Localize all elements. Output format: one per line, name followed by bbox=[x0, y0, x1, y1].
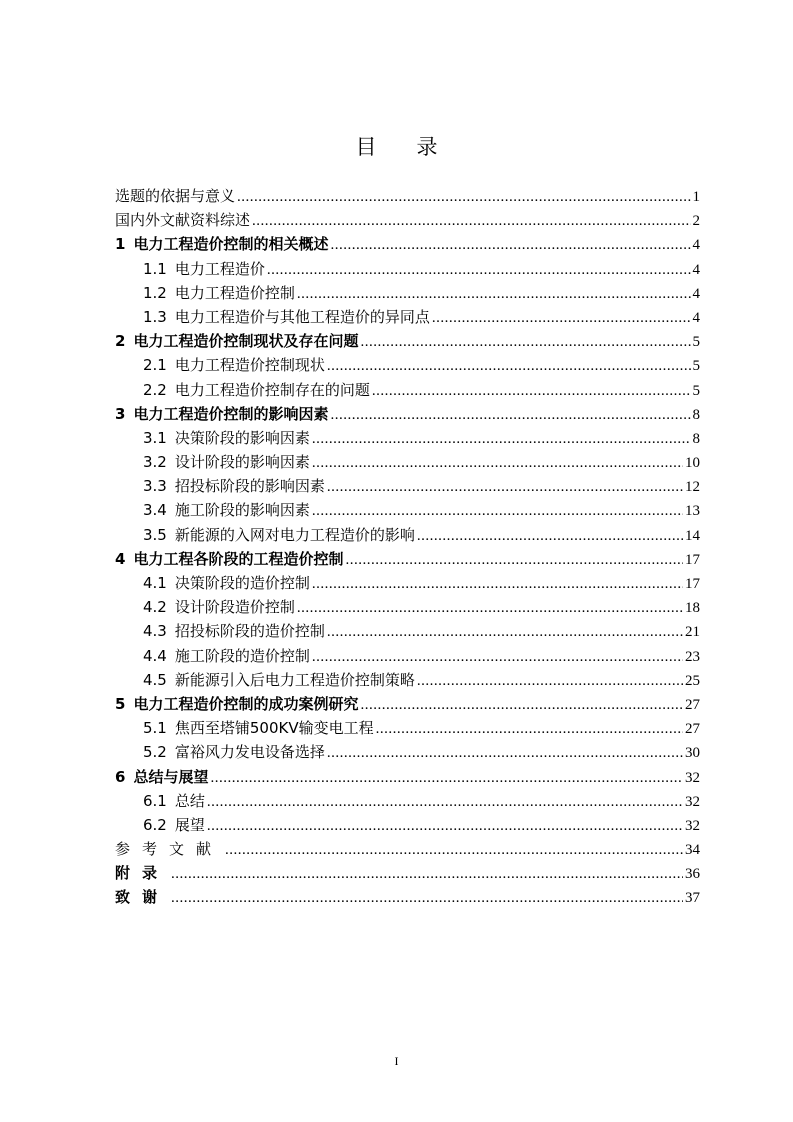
toc-dot-leader bbox=[417, 669, 683, 693]
toc-entry-text: 展望 bbox=[174, 815, 205, 834]
toc-entry-text: 电力工程造价与其他工程造价的异同点 bbox=[174, 307, 430, 326]
toc-entry[interactable] bbox=[115, 644, 700, 668]
toc-dot-leader bbox=[417, 524, 683, 548]
toc-dot-leader bbox=[327, 354, 691, 378]
toc-entry-number: 4 bbox=[115, 549, 126, 568]
toc-entry-text: 电力工程造价控制现状 bbox=[174, 356, 325, 375]
toc-entry[interactable] bbox=[115, 861, 700, 885]
toc-entry-label bbox=[143, 474, 325, 498]
toc-dot-leader bbox=[330, 403, 690, 427]
toc-entry-label bbox=[115, 692, 358, 716]
toc-entry-page: 4 bbox=[692, 285, 700, 302]
toc-entry-label bbox=[143, 595, 295, 619]
toc-entry-page: 2 bbox=[692, 213, 700, 230]
toc-entry-page: 8 bbox=[692, 406, 700, 423]
toc-entry-page: 21 bbox=[685, 624, 700, 641]
toc-dot-leader bbox=[207, 790, 683, 814]
toc-entry-text: 招投标阶段的影响因素 bbox=[174, 477, 325, 496]
page-number: I bbox=[394, 1054, 399, 1068]
toc-entry-number: 2 bbox=[115, 332, 126, 351]
toc-entry-text: 电力工程造价控制存在的问题 bbox=[174, 380, 370, 399]
toc-entry-page: 27 bbox=[685, 721, 700, 738]
toc-entry-page: 34 bbox=[685, 842, 700, 859]
toc-entry-text: 焦西至塔铺500KV输变电工程 bbox=[174, 719, 374, 738]
toc-entry-number: 3.3 bbox=[143, 477, 167, 496]
toc-entry[interactable] bbox=[115, 353, 700, 377]
toc-entry-text: 富裕风力发电设备选择 bbox=[174, 743, 325, 762]
toc-entry-label bbox=[143, 523, 415, 547]
toc-entry-text: 设计阶段的影响因素 bbox=[174, 453, 310, 472]
toc-entry-number: 1.3 bbox=[143, 307, 167, 326]
toc-entry[interactable] bbox=[115, 474, 700, 498]
toc-entry-label bbox=[143, 789, 205, 813]
toc-entry[interactable] bbox=[115, 813, 700, 837]
toc-dot-leader bbox=[207, 814, 683, 838]
toc-entry-text: 电力工程造价控制的成功案例研究 bbox=[133, 694, 359, 713]
toc-entry-label bbox=[143, 668, 415, 692]
toc-entry-text: 设计阶段造价控制 bbox=[174, 598, 295, 617]
toc-entry[interactable] bbox=[115, 208, 700, 232]
toc-entry-page: 4 bbox=[692, 309, 700, 326]
toc-entry[interactable] bbox=[115, 305, 700, 329]
toc-dot-leader bbox=[376, 717, 683, 741]
toc-entry-number: 1.2 bbox=[143, 283, 167, 302]
toc-entry-text: 新能源引入后电力工程造价控制策略 bbox=[174, 670, 415, 689]
toc-entry-text: 招投标阶段的造价控制 bbox=[174, 622, 325, 641]
toc-entry[interactable] bbox=[115, 619, 700, 643]
toc-dot-leader bbox=[225, 838, 683, 862]
toc-dot-leader bbox=[171, 886, 683, 910]
toc-entry[interactable] bbox=[115, 571, 700, 595]
toc-entry-text: 总结与展望 bbox=[133, 767, 209, 786]
toc-entry-label bbox=[115, 861, 169, 885]
toc-dot-leader bbox=[312, 645, 683, 669]
toc-entry[interactable] bbox=[115, 765, 700, 789]
toc-dot-leader bbox=[267, 258, 691, 282]
toc-entry[interactable] bbox=[115, 716, 700, 740]
toc-entry[interactable] bbox=[115, 232, 700, 256]
toc-entry-text: 决策阶段的影响因素 bbox=[174, 428, 310, 447]
toc-entry-text: 电力工程造价控制的相关概述 bbox=[133, 235, 329, 254]
toc-entry-label bbox=[143, 450, 310, 474]
toc-entry-text: 施工阶段的影响因素 bbox=[174, 501, 310, 520]
toc-entry[interactable] bbox=[115, 740, 700, 764]
toc-entry-label bbox=[115, 184, 235, 208]
toc-entry[interactable] bbox=[115, 837, 700, 861]
toc-dot-leader bbox=[171, 862, 683, 886]
toc-dot-leader bbox=[330, 233, 690, 257]
toc-entry-label bbox=[143, 305, 430, 329]
toc-entry-number: 3.1 bbox=[143, 428, 167, 447]
title-char-2: 录 bbox=[416, 135, 438, 159]
toc-dot-leader bbox=[432, 306, 691, 330]
toc-entry-label bbox=[143, 353, 325, 377]
toc-entry-text: 电力工程造价控制 bbox=[174, 283, 295, 302]
toc-entry-page: 27 bbox=[685, 696, 700, 713]
toc-entry-page: 10 bbox=[685, 455, 700, 472]
toc-entry[interactable] bbox=[115, 378, 700, 402]
toc-entry-page: 4 bbox=[692, 261, 700, 278]
toc-entry[interactable] bbox=[115, 450, 700, 474]
toc-entry-label bbox=[143, 426, 310, 450]
toc-entry-label bbox=[143, 716, 374, 740]
toc-entry-text: 电力工程各阶段的工程造价控制 bbox=[133, 549, 344, 568]
toc-entry-number: 2.2 bbox=[143, 380, 167, 399]
toc-entry-text: 附录 bbox=[115, 864, 170, 883]
toc-entry-page: 17 bbox=[685, 576, 700, 592]
toc-entry-number: 6.2 bbox=[143, 815, 167, 834]
toc-dot-leader bbox=[312, 572, 683, 596]
toc-dot-leader bbox=[252, 209, 690, 233]
toc-entry-label bbox=[143, 813, 205, 837]
toc-entry-label bbox=[115, 232, 328, 256]
toc-entry-text: 电力工程造价控制现状及存在问题 bbox=[133, 332, 359, 351]
toc-entry[interactable] bbox=[115, 789, 700, 813]
toc-entry-page: 5 bbox=[692, 334, 700, 351]
toc-dot-leader bbox=[312, 427, 691, 451]
toc-entry-page: 13 bbox=[685, 503, 700, 520]
toc-entry-number: 4.2 bbox=[143, 598, 167, 617]
toc-entry-page: 5 bbox=[692, 358, 700, 375]
toc-entry-number: 2.1 bbox=[143, 356, 167, 375]
toc-dot-leader bbox=[345, 548, 683, 572]
toc-entry-label bbox=[115, 885, 169, 909]
toc-dot-leader bbox=[360, 693, 683, 717]
toc-entry[interactable] bbox=[115, 257, 700, 281]
toc-entry-page: 32 bbox=[685, 769, 700, 786]
page-title bbox=[0, 133, 793, 161]
toc-entry-text: 致谢 bbox=[115, 888, 170, 907]
toc-entry-number: 4.5 bbox=[143, 670, 167, 689]
table-of-contents bbox=[115, 184, 700, 910]
toc-dot-leader bbox=[327, 475, 683, 499]
toc-entry-page: 37 bbox=[685, 890, 700, 907]
toc-entry-page: 32 bbox=[685, 817, 700, 834]
toc-entry-number: 6.1 bbox=[143, 791, 167, 810]
toc-entry-page: 17 bbox=[685, 551, 700, 568]
toc-entry-page: 30 bbox=[685, 745, 700, 762]
toc-entry[interactable] bbox=[115, 281, 700, 305]
toc-entry[interactable] bbox=[115, 547, 700, 571]
toc-entry-label bbox=[143, 257, 265, 281]
toc-entry-label bbox=[143, 378, 370, 402]
toc-entry[interactable] bbox=[115, 523, 700, 547]
toc-entry-label bbox=[143, 619, 325, 643]
toc-entry-label bbox=[115, 765, 208, 789]
title-char-1: 目 bbox=[355, 135, 377, 159]
toc-entry-number: 3.4 bbox=[143, 501, 167, 520]
toc-dot-leader bbox=[312, 499, 683, 523]
toc-entry-number: 5.1 bbox=[143, 719, 167, 738]
toc-entry-text: 国内外文献资料综述 bbox=[115, 211, 251, 230]
toc-entry-number: 4.1 bbox=[143, 574, 167, 592]
toc-entry-page: 36 bbox=[685, 866, 700, 883]
toc-entry-page: 32 bbox=[685, 793, 700, 810]
toc-dot-leader bbox=[327, 741, 683, 765]
toc-entry-number: 3.5 bbox=[143, 525, 167, 544]
toc-dot-leader bbox=[237, 185, 690, 209]
toc-entry-label bbox=[143, 281, 295, 305]
toc-entry-text: 新能源的入网对电力工程造价的影响 bbox=[174, 525, 415, 544]
toc-entry-text: 决策阶段的造价控制 bbox=[174, 574, 310, 592]
toc-entry-label bbox=[115, 402, 328, 426]
toc-entry[interactable] bbox=[115, 184, 700, 208]
toc-entry-label bbox=[143, 644, 310, 668]
toc-entry-page: 14 bbox=[685, 527, 700, 544]
toc-entry-text: 总结 bbox=[174, 791, 205, 810]
toc-entry[interactable] bbox=[115, 402, 700, 426]
toc-entry-label bbox=[115, 837, 223, 861]
toc-entry-number: 3 bbox=[115, 404, 126, 423]
toc-entry-label bbox=[143, 740, 325, 764]
toc-entry-page: 8 bbox=[692, 430, 700, 447]
toc-entry-text: 电力工程造价控制的影响因素 bbox=[133, 404, 329, 423]
toc-dot-leader bbox=[312, 451, 683, 475]
toc-entry[interactable] bbox=[115, 885, 700, 909]
toc-entry-number: 5.2 bbox=[143, 743, 167, 762]
toc-entry-label bbox=[115, 547, 343, 571]
toc-entry-text: 电力工程造价 bbox=[174, 259, 265, 278]
toc-dot-leader bbox=[210, 766, 683, 790]
toc-dot-leader bbox=[372, 379, 691, 403]
toc-entry-number: 1.1 bbox=[143, 259, 167, 278]
toc-entry-page: 23 bbox=[685, 648, 700, 665]
toc-entry-text: 参考文献 bbox=[115, 840, 224, 859]
toc-dot-leader bbox=[360, 330, 690, 354]
toc-entry-page: 18 bbox=[685, 600, 700, 617]
toc-entry-page: 5 bbox=[692, 382, 700, 399]
toc-entry-label bbox=[115, 329, 358, 353]
toc-entry-page: 25 bbox=[685, 672, 700, 689]
toc-entry[interactable] bbox=[115, 498, 700, 522]
toc-entry-number: 3.2 bbox=[143, 453, 167, 472]
toc-entry-page: 1 bbox=[692, 189, 700, 205]
toc-dot-leader bbox=[327, 620, 683, 644]
toc-entry-number: 5 bbox=[115, 694, 126, 713]
toc-entry-label bbox=[143, 571, 310, 595]
toc-entry-page: 4 bbox=[692, 237, 700, 254]
toc-entry[interactable] bbox=[115, 329, 700, 353]
toc-entry-page: 12 bbox=[685, 479, 700, 496]
toc-entry-number: 4.4 bbox=[143, 646, 167, 665]
toc-entry-number: 1 bbox=[115, 235, 126, 254]
toc-entry-number: 4.3 bbox=[143, 622, 167, 641]
toc-entry[interactable] bbox=[115, 426, 700, 450]
toc-dot-leader bbox=[297, 282, 691, 306]
toc-entry[interactable] bbox=[115, 668, 700, 692]
toc-entry-label bbox=[143, 498, 310, 522]
toc-entry-text: 选题的依据与意义 bbox=[115, 187, 236, 205]
toc-entry-number: 6 bbox=[115, 767, 126, 786]
toc-entry-label bbox=[115, 208, 250, 232]
toc-dot-leader bbox=[297, 596, 683, 620]
toc-entry[interactable] bbox=[115, 595, 700, 619]
toc-entry[interactable] bbox=[115, 692, 700, 716]
toc-entry-text: 施工阶段的造价控制 bbox=[174, 646, 310, 665]
